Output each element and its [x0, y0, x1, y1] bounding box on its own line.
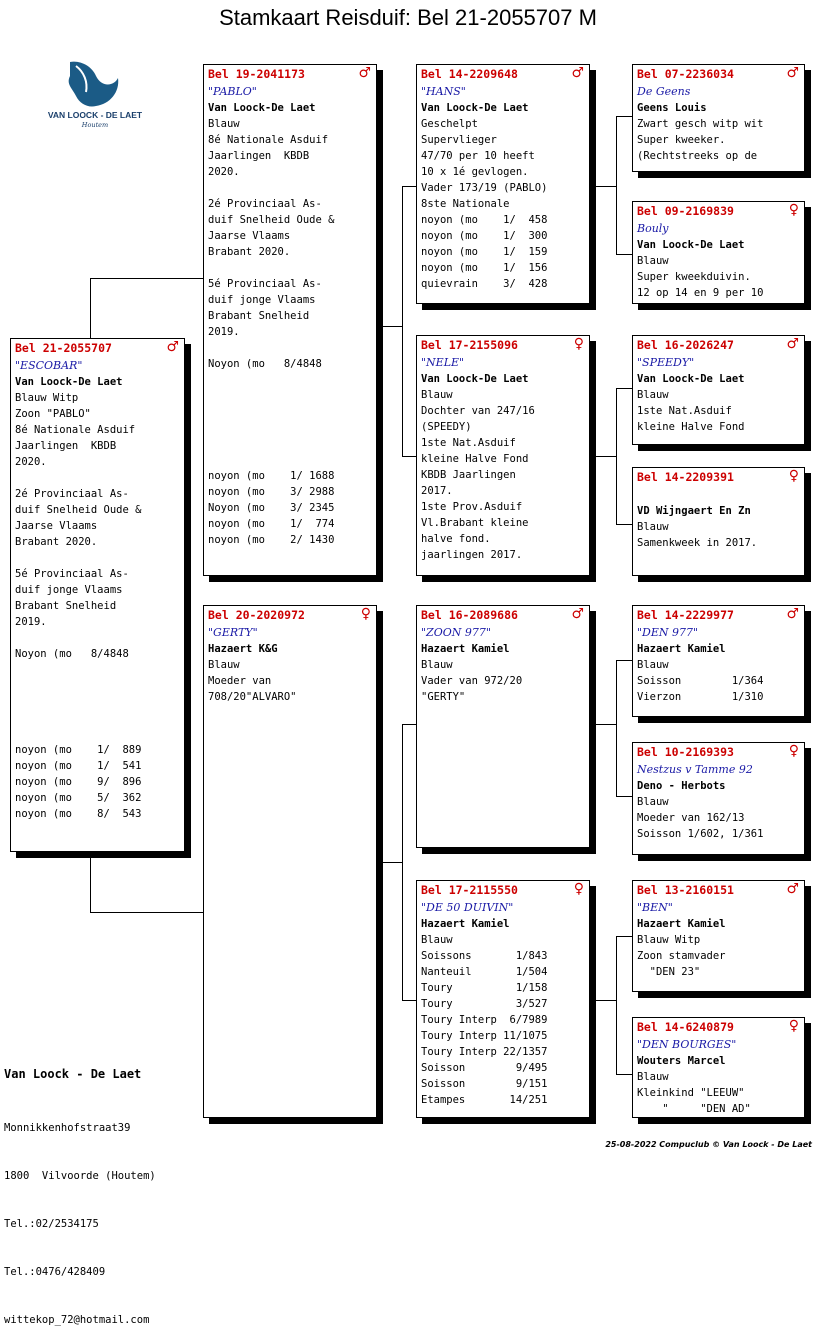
- owner-name: Hazaert Kamiel: [637, 918, 726, 930]
- card-detail-line: duif jonge Vlaams: [208, 294, 316, 306]
- card-detail-line: Vader van 972/20: [421, 675, 523, 687]
- card-detail-line: Blauw: [637, 659, 669, 671]
- connector-line: [402, 186, 403, 456]
- card-detail-line: Moeder van 162/13: [637, 812, 745, 824]
- card-detail-line: Vl.Brabant kleine: [421, 517, 529, 529]
- pigeon-name: "BEN": [637, 901, 673, 914]
- logo-subtext: Houtem: [81, 121, 109, 129]
- card-detail-line: Supervlieger: [421, 134, 497, 146]
- pigeon-card-father[interactable]: [203, 64, 377, 576]
- card-detail-line: noyon (mo 2/ 1430: [208, 534, 335, 546]
- card-detail-line: [208, 420, 374, 436]
- connector-line: [616, 936, 632, 937]
- card-detail-line: 708/20"ALVARO": [208, 691, 297, 703]
- connector-line: [616, 254, 632, 255]
- pigeon-name: "DEN 977": [637, 626, 699, 639]
- card-detail-line: 1ste Nat.Asduif: [421, 437, 516, 449]
- card-detail-line: 8é Nationale Asduif: [208, 134, 329, 146]
- card-detail-line: noyon (mo 5/ 362: [15, 792, 142, 804]
- pigeon-card-mother[interactable]: [203, 605, 377, 1118]
- owner-name: Van Loock-De Laet: [15, 376, 123, 388]
- ring-number: Bel 21-2055707: [15, 341, 112, 355]
- address-line: 1800 Vilvoorde (Houtem): [4, 1170, 156, 1182]
- pigeon-name: Bouly: [637, 222, 669, 235]
- card-detail-line: Toury 3/527: [421, 998, 548, 1010]
- card-detail-line: noyon (mo 1/ 774: [208, 518, 335, 530]
- card-detail-line: Super kweekduivin.: [637, 271, 751, 283]
- owner-name: VD Wijngaert En Zn: [637, 505, 751, 517]
- address-line: Tel.:02/2534175: [4, 1218, 99, 1230]
- pigeon-name: Nestzus v Tamme 92: [637, 763, 753, 776]
- card-detail-line: Dochter van 247/16: [421, 405, 535, 417]
- card-detail-line: Blauw Witp: [15, 392, 79, 404]
- pigeon-name: "DE 50 DUIVIN": [421, 901, 514, 914]
- pigeon-card-mfm[interactable]: [632, 742, 805, 855]
- pigeon-card-mm[interactable]: [416, 880, 590, 1118]
- ring-number: Bel 07-2236034: [637, 67, 734, 81]
- card-detail-line: Soisson 1/602, 1/361: [637, 828, 764, 840]
- card-detail-line: [208, 260, 374, 276]
- card-detail-line: Toury 1/158: [421, 982, 548, 994]
- pigeon-name: "HANS": [421, 85, 466, 98]
- card-detail-line: 8é Nationale Asduif: [15, 424, 136, 436]
- connector-line: [402, 1000, 416, 1001]
- connector-line: [90, 852, 91, 912]
- female-icon: ♀: [573, 881, 584, 897]
- connector-line: [616, 524, 632, 525]
- connector-line: [616, 388, 632, 389]
- card-detail-line: Soisson 9/495: [421, 1062, 548, 1074]
- card-detail-line: Samenkweek in 2017.: [637, 537, 758, 549]
- ring-number: Bel 14-2229977: [637, 608, 734, 622]
- card-detail-line: Blauw: [421, 389, 453, 401]
- card-detail-line: [15, 470, 182, 486]
- connector-line: [402, 724, 403, 1000]
- pigeon-card-ff[interactable]: [416, 64, 590, 304]
- card-detail-line: Soisson 9/151: [421, 1078, 548, 1090]
- connector-line: [376, 326, 402, 327]
- card-detail-line: Jaarse Vlaams: [208, 230, 291, 242]
- pigeon-name: "PABLO": [208, 85, 257, 98]
- owner-name: Van Loock-De Laet: [421, 373, 529, 385]
- card-detail-line: duif Snelheid Oude &: [15, 504, 142, 516]
- pigeon-card-fff[interactable]: [632, 64, 805, 172]
- connector-line: [616, 796, 632, 797]
- connector-line: [402, 456, 416, 457]
- ring-number: Bel 09-2169839: [637, 204, 734, 218]
- card-detail-line: [15, 726, 182, 742]
- card-detail-line: [15, 678, 182, 694]
- card-detail-line: Blauw Witp: [637, 934, 701, 946]
- card-detail-line: Geschelpt: [421, 118, 478, 130]
- female-icon: ♀: [360, 606, 371, 622]
- female-icon: ♀: [788, 1018, 799, 1034]
- connector-line: [616, 660, 632, 661]
- card-detail-line: 8ste Nationale: [421, 198, 510, 210]
- card-detail-line: Blauw: [208, 118, 240, 130]
- pigeon-card-mff[interactable]: [632, 605, 805, 717]
- card-detail-line: Vierzon 1/310: [637, 691, 764, 703]
- card-detail-line: noyon (mo 9/ 896: [15, 776, 142, 788]
- pigeon-name: "DEN BOURGES": [637, 1038, 737, 1051]
- connector-line: [616, 388, 617, 524]
- card-detail-line: KBDB Jaarlingen: [421, 469, 516, 481]
- owner-name: Hazaert Kamiel: [421, 643, 510, 655]
- male-icon: ♂: [786, 606, 799, 622]
- card-detail-line: 2019.: [15, 616, 47, 628]
- card-detail-line: [208, 180, 374, 196]
- footer-credit: 25-08-2022 Compuclub © Van Loock - De Laet: [605, 1140, 812, 1149]
- owner-name: Geens Louis: [637, 102, 707, 114]
- ring-number: Bel 14-2209648: [421, 67, 518, 81]
- connector-line: [376, 862, 402, 863]
- card-detail-line: Zoon stamvader: [637, 950, 726, 962]
- owner-name: Van Loock-De Laet: [637, 373, 745, 385]
- pigeon-card-fmf[interactable]: [632, 335, 805, 445]
- card-detail-line: noyon (mo 1/ 156: [421, 262, 548, 274]
- card-detail-line: Blauw: [637, 255, 669, 267]
- card-detail-line: Nanteuil 1/504: [421, 966, 548, 978]
- card-detail-line: Super kweeker.: [637, 134, 726, 146]
- pigeon-name: "SPEEDY": [637, 356, 695, 369]
- connector-line: [90, 278, 91, 340]
- card-detail-line: [208, 404, 374, 420]
- card-detail-line: [15, 662, 182, 678]
- card-detail-line: Blauw: [208, 659, 240, 671]
- owner-name: Hazaert Kamiel: [421, 918, 510, 930]
- pigeon-name: "GERTY": [208, 626, 258, 639]
- male-icon: ♂: [166, 339, 179, 355]
- card-detail-line: Soissons 1/843: [421, 950, 548, 962]
- card-detail-line: quievrain 3/ 428: [421, 278, 548, 290]
- ring-number: Bel 17-2115550: [421, 883, 518, 897]
- card-detail-line: Blauw: [637, 796, 669, 808]
- pigeon-card-subject[interactable]: [10, 338, 185, 852]
- ring-number: Bel 14-2209391: [637, 470, 734, 484]
- connector-line: [616, 660, 617, 796]
- ring-number: Bel 13-2160151: [637, 883, 734, 897]
- card-detail-line: [15, 550, 182, 566]
- connector-line: [616, 936, 617, 1074]
- connector-line: [590, 186, 616, 187]
- card-detail-line: 12 op 14 en 9 per 10: [637, 287, 764, 299]
- card-detail-line: Brabant Snelheid: [15, 600, 117, 612]
- card-detail-line: noyon (mo 8/ 543: [15, 808, 142, 820]
- card-detail-line: Blauw: [637, 389, 669, 401]
- male-icon: ♂: [786, 65, 799, 81]
- card-detail-line: noyon (mo 1/ 889: [15, 744, 142, 756]
- card-detail-line: [208, 340, 374, 356]
- card-detail-line: Toury Interp 6/7989: [421, 1014, 548, 1026]
- pigeon-card-mf[interactable]: [416, 605, 590, 848]
- card-detail-line: Toury Interp 11/1075: [421, 1030, 548, 1042]
- connector-line: [90, 912, 204, 913]
- card-detail-line: 47/70 per 10 heeft: [421, 150, 535, 162]
- card-detail-line: Jaarlingen KBDB: [15, 440, 117, 452]
- connector-line: [402, 724, 416, 725]
- card-detail-line: "DEN 23": [637, 966, 701, 978]
- male-icon: ♂: [571, 65, 584, 81]
- card-detail-line: kleine Halve Fond: [637, 421, 745, 433]
- card-detail-line: Jaarlingen KBDB: [208, 150, 310, 162]
- card-detail-line: 1ste Prov.Asduif: [421, 501, 523, 513]
- pigeon-name: [637, 487, 802, 503]
- ring-number: Bel 16-2026247: [637, 338, 734, 352]
- owner-name: Van Loock-De Laet: [637, 239, 745, 251]
- card-detail-line: Blauw: [421, 934, 453, 946]
- card-detail-line: noyon (mo 3/ 2988: [208, 486, 335, 498]
- card-detail-line: jaarlingen 2017.: [421, 549, 523, 561]
- ring-number: Bel 20-2020972: [208, 608, 305, 622]
- card-detail-line: Zwart gesch witp wit: [637, 118, 764, 130]
- card-detail-line: noyon (mo 1/ 541: [15, 760, 142, 772]
- address-line: Tel.:0476/428409: [4, 1266, 106, 1278]
- breeder-name: Van Loock - De Laet: [4, 1067, 142, 1081]
- card-detail-line: duif jonge Vlaams: [15, 584, 123, 596]
- ring-number: Bel 16-2089686: [421, 608, 518, 622]
- pigeon-card-fm[interactable]: [416, 335, 590, 576]
- male-icon: ♂: [571, 606, 584, 622]
- owner-name: Hazaert Kamiel: [637, 643, 726, 655]
- connector-line: [616, 1074, 632, 1075]
- card-detail-line: [208, 452, 374, 468]
- card-detail-line: Zoon "PABLO": [15, 408, 91, 420]
- male-icon: ♂: [786, 881, 799, 897]
- connector-line: [616, 116, 617, 254]
- card-detail-line: Noyon (mo 8/4848: [208, 358, 322, 370]
- card-detail-line: noyon (mo 1/ 1688: [208, 470, 335, 482]
- card-detail-line: Brabant 2020.: [208, 246, 291, 258]
- page-title: Stamkaart Reisduif: Bel 21-2055707 M: [219, 5, 597, 30]
- card-detail-line: (SPEEDY): [421, 421, 472, 433]
- connector-line: [590, 456, 616, 457]
- card-detail-line: 5é Provinciaal As-: [208, 278, 322, 290]
- female-icon: ♀: [573, 336, 584, 352]
- owner-name: Van Loock-De Laet: [208, 102, 316, 114]
- card-detail-line: Noyon (mo 8/4848: [15, 648, 129, 660]
- card-detail-line: 2017.: [421, 485, 453, 497]
- card-detail-line: Noyon (mo 3/ 2345: [208, 502, 335, 514]
- card-detail-line: Kleinkind "LEEUW": [637, 1087, 745, 1099]
- card-detail-line: [15, 630, 182, 646]
- email-link[interactable]: wittekop_72@hotmail.com: [4, 1314, 150, 1326]
- pigeon-name: De Geens: [637, 85, 691, 98]
- connector-line: [590, 1000, 616, 1001]
- owner-name: Wouters Marcel: [637, 1055, 726, 1067]
- card-detail-line: noyon (mo 1/ 159: [421, 246, 548, 258]
- card-detail-line: 2020.: [208, 166, 240, 178]
- female-icon: ♀: [788, 202, 799, 218]
- card-detail-line: Blauw: [421, 659, 453, 671]
- card-detail-line: Jaarse Vlaams: [15, 520, 98, 532]
- pigeon-card-mmm[interactable]: [632, 1017, 805, 1118]
- pigeon-name: "ZOON 977": [421, 626, 491, 639]
- ring-number: Bel 10-2169393: [637, 745, 734, 759]
- card-detail-line: (Rechtstreeks op de: [637, 150, 758, 162]
- card-detail-line: 2019.: [208, 326, 240, 338]
- card-detail-line: Moeder van: [208, 675, 272, 687]
- owner-name: Van Loock-De Laet: [421, 102, 529, 114]
- breeder-address: [4, 1034, 156, 1344]
- male-icon: ♂: [358, 65, 371, 81]
- card-detail-line: " "DEN AD": [637, 1103, 751, 1115]
- card-detail-line: halve fond.: [421, 533, 491, 545]
- ring-number: Bel 17-2155096: [421, 338, 518, 352]
- pigeon-card-fmm[interactable]: [632, 467, 805, 576]
- card-detail-line: [15, 694, 182, 710]
- connector-line: [616, 116, 632, 117]
- card-detail-line: [15, 710, 182, 726]
- ring-number: Bel 14-6240879: [637, 1020, 734, 1034]
- card-detail-line: 10 x 1é gevlogen.: [421, 166, 529, 178]
- card-detail-line: [208, 388, 374, 404]
- pigeon-name: "ESCOBAR": [15, 359, 83, 372]
- card-detail-line: 2é Provinciaal As-: [15, 488, 129, 500]
- card-detail-line: noyon (mo 1/ 300: [421, 230, 548, 242]
- card-detail-line: 5é Provinciaal As-: [15, 568, 129, 580]
- card-detail-line: [208, 436, 374, 452]
- logo-text: VAN LOOCK - DE LAET: [47, 110, 143, 120]
- card-detail-line: Etampes 14/251: [421, 1094, 548, 1106]
- card-detail-line: 2é Provinciaal As-: [208, 198, 322, 210]
- card-detail-line: Soisson 1/364: [637, 675, 764, 687]
- card-detail-line: duif Snelheid Oude &: [208, 214, 335, 226]
- card-detail-line: kleine Halve Fond: [421, 453, 529, 465]
- card-detail-line: 1ste Nat.Asduif: [637, 405, 732, 417]
- connector-line: [402, 186, 416, 187]
- connector-line: [90, 278, 204, 279]
- card-detail-line: Vader 173/19 (PABLO): [421, 182, 548, 194]
- card-detail-line: 2020.: [15, 456, 47, 468]
- card-detail-line: Toury Interp 22/1357: [421, 1046, 548, 1058]
- connector-line: [590, 724, 616, 725]
- pigeon-card-mmf[interactable]: [632, 880, 805, 992]
- pigeon-card-ffm[interactable]: [632, 201, 805, 304]
- card-detail-line: Blauw: [637, 521, 669, 533]
- card-detail-line: noyon (mo 1/ 458: [421, 214, 548, 226]
- female-icon: ♀: [788, 743, 799, 759]
- owner-name: Deno - Herbots: [637, 780, 726, 792]
- address-line: Monnikkenhofstraat39: [4, 1122, 131, 1134]
- card-detail-line: Brabant 2020.: [15, 536, 98, 548]
- female-icon: ♀: [788, 468, 799, 484]
- male-icon: ♂: [786, 336, 799, 352]
- owner-name: Hazaert K&G: [208, 643, 278, 655]
- card-detail-line: [208, 372, 374, 388]
- card-detail-line: Brabant Snelheid: [208, 310, 310, 322]
- ring-number: Bel 19-2041173: [208, 67, 305, 81]
- card-detail-line: Blauw: [637, 1071, 669, 1083]
- pigeon-name: "NELE": [421, 356, 465, 369]
- card-detail-line: "GERTY": [421, 691, 466, 703]
